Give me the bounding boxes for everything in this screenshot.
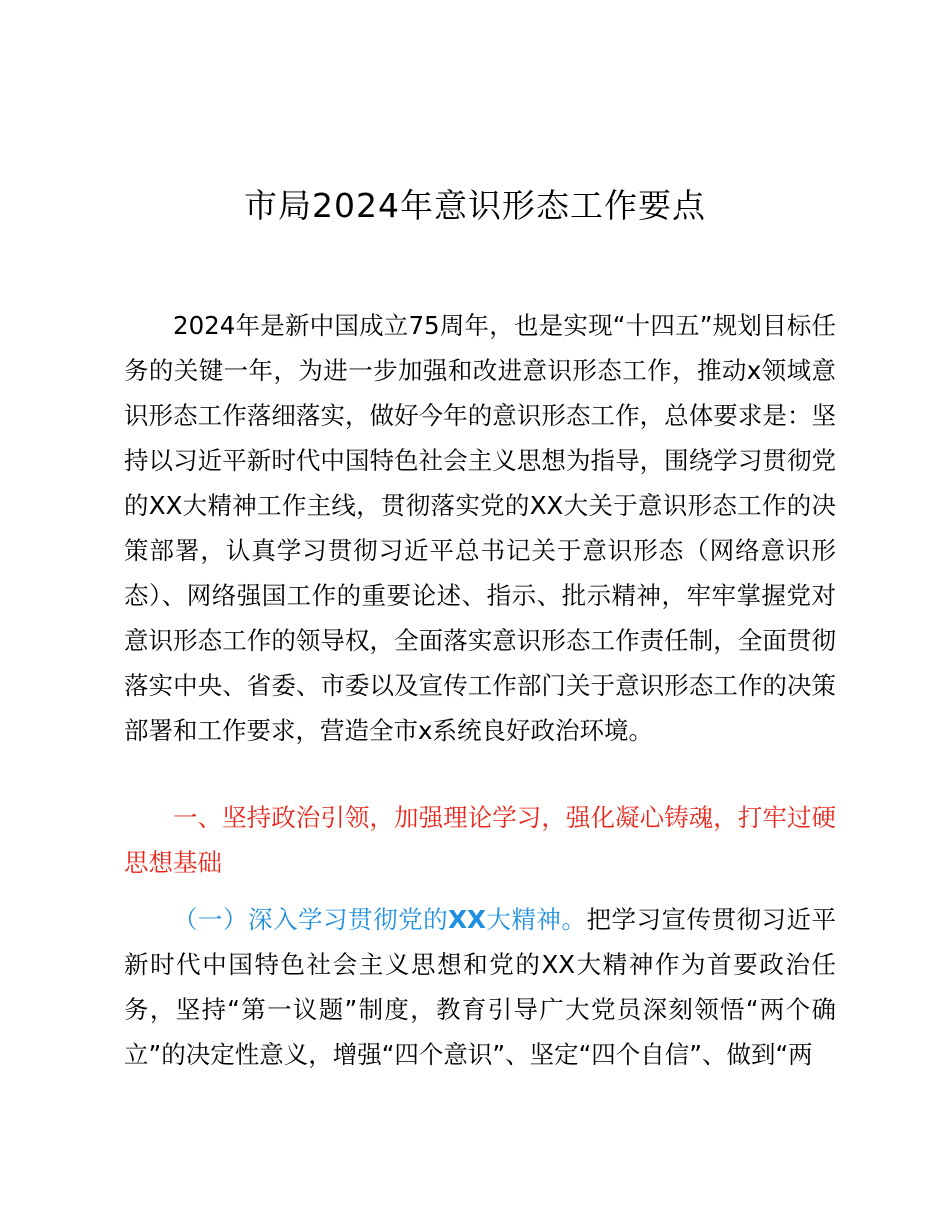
document-title: 市局2024年意识形态工作要点 xyxy=(244,186,706,225)
intro-paragraph: 2024年是新中国成立75周年，也是实现“十四五”规划目标任务的关键一年，为进一步加强和改进意识形态工作，推动x领域意识形态工作落细落实，做好今年的意识形态工作，总体要求是：坚持以习近平新时代中国特色社会主义思想为指导，围绕学习贯彻党的XX大精神工作主线，贯彻落实党的XX大关于意识形态工作的决策部署，认真学习贯彻习近平总书记关于意识形态（网络意识形态）、网络强国工作的重要论述、指示、批示精神，牢牢掌握党对意识形态工作的领导权，全面落实意识形态工作责任制，全面贯彻落实中央、省委、市委以及宣传工作部门关于意识形态工作的决策部署和工作要求，营造全市x系统良好政治环境。 xyxy=(124,311,836,745)
subsection-1-heading-bold: XX xyxy=(448,905,486,934)
subsection-1-body: 把学习宣传贯彻习近平新时代中国特色社会主义思想和党的XX大精神作为首要政治任务，坚持“第一议题”制度，教育引导广大党员深刻领悟“两个确立”的决定性意义，增强“四个意识”、坚定“四个自信”、做到“两 xyxy=(124,905,837,1069)
subsection-1-heading-suffix: 大精神。 xyxy=(485,905,587,934)
subsection-1-heading xyxy=(173,905,586,934)
section-1-heading: 一、坚持政治引领，加强理论学习，强化凝心铸魂，打牢过硬思想基础 xyxy=(124,803,836,877)
subsection-1-heading-prefix: （一）深入学习贯彻党的 xyxy=(173,905,449,934)
subsection-1-paragraph xyxy=(124,897,836,1077)
